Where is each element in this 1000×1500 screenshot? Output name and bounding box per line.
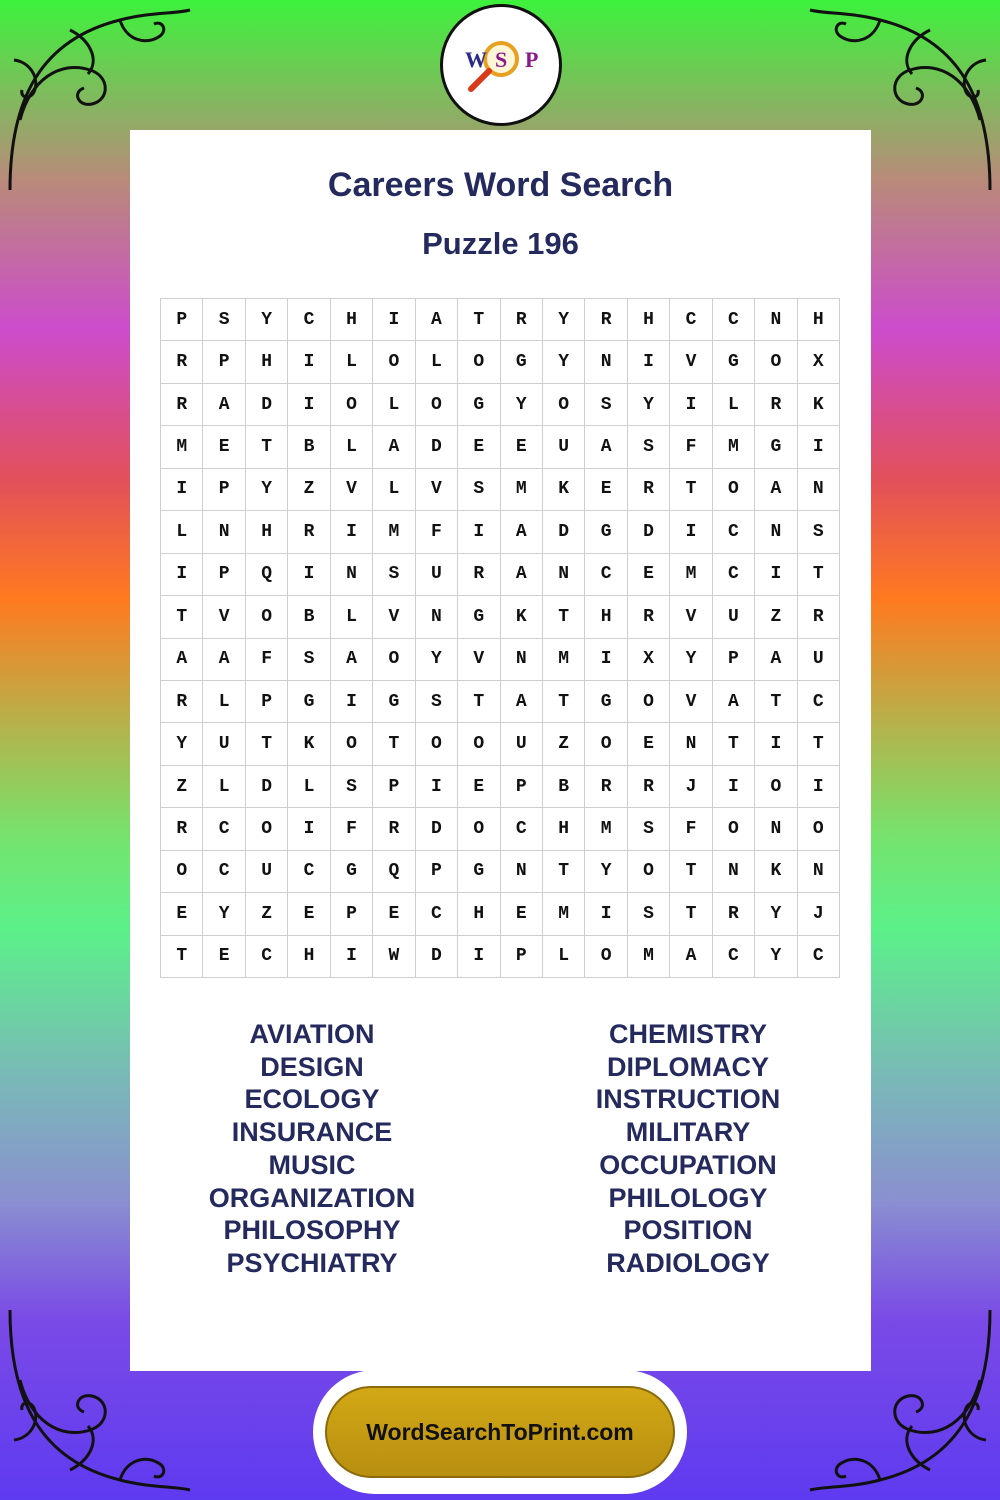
grid-cell[interactable]: T [458, 681, 500, 723]
grid-cell[interactable]: R [628, 469, 670, 511]
grid-cell[interactable]: V [331, 469, 373, 511]
grid-cell[interactable]: I [670, 384, 712, 426]
grid-cell[interactable]: M [543, 639, 585, 681]
grid-cell[interactable]: F [331, 808, 373, 850]
grid-cell[interactable]: Y [585, 851, 627, 893]
grid-cell[interactable]: I [288, 554, 330, 596]
grid-cell[interactable]: O [628, 851, 670, 893]
word-list-item: ECOLOGY [244, 1084, 380, 1115]
grid-cell[interactable]: U [798, 639, 840, 681]
grid-cell[interactable]: O [331, 384, 373, 426]
grid-cell[interactable]: C [288, 299, 330, 341]
grid-cell[interactable]: J [670, 766, 712, 808]
grid-cell[interactable]: O [416, 384, 458, 426]
grid-cell[interactable]: D [628, 511, 670, 553]
word-list-item: MILITARY [625, 1117, 751, 1148]
grid-cell[interactable]: U [203, 723, 245, 765]
grid-cell[interactable]: U [246, 851, 288, 893]
grid-cell[interactable]: C [416, 893, 458, 935]
grid-cell[interactable]: L [373, 384, 415, 426]
grid-cell[interactable]: C [246, 936, 288, 978]
grid-cell[interactable]: M [713, 426, 755, 468]
grid-cell[interactable]: T [755, 681, 797, 723]
grid-cell[interactable]: A [373, 426, 415, 468]
grid-cell[interactable]: O [246, 596, 288, 638]
grid-cell[interactable]: N [798, 469, 840, 511]
grid-cell[interactable]: F [670, 808, 712, 850]
grid-cell[interactable]: I [288, 384, 330, 426]
grid-cell[interactable]: U [543, 426, 585, 468]
grid-cell[interactable]: K [543, 469, 585, 511]
grid-cell[interactable]: V [203, 596, 245, 638]
grid-cell[interactable]: I [288, 808, 330, 850]
grid-cell[interactable]: O [755, 341, 797, 383]
grid-cell[interactable]: R [585, 299, 627, 341]
grid-cell[interactable]: K [501, 596, 543, 638]
grid-cell[interactable]: O [798, 808, 840, 850]
grid-cell[interactable]: T [798, 554, 840, 596]
grid-cell[interactable]: S [628, 808, 670, 850]
grid-cell[interactable]: M [670, 554, 712, 596]
grid-cell[interactable]: Z [246, 893, 288, 935]
grid-cell[interactable]: P [331, 893, 373, 935]
grid-cell[interactable]: F [416, 511, 458, 553]
grid-cell[interactable]: V [670, 681, 712, 723]
site-logo[interactable] [440, 4, 562, 126]
grid-cell[interactable]: G [458, 851, 500, 893]
grid-cell[interactable]: G [501, 341, 543, 383]
word-list-item: ORGANIZATION [208, 1182, 416, 1213]
grid-cell[interactable]: C [713, 936, 755, 978]
grid-cell[interactable]: E [203, 426, 245, 468]
grid-cell[interactable]: A [501, 554, 543, 596]
grid-cell[interactable]: I [585, 639, 627, 681]
grid-cell[interactable]: D [416, 426, 458, 468]
grid-cell[interactable]: P [203, 469, 245, 511]
grid-cell[interactable]: H [331, 299, 373, 341]
grid-cell[interactable]: Q [246, 554, 288, 596]
grid-cell[interactable]: C [288, 851, 330, 893]
grid-cell[interactable]: A [501, 681, 543, 723]
grid-cell[interactable]: T [713, 723, 755, 765]
grid-cell[interactable]: C [713, 511, 755, 553]
word-list-item: DESIGN [260, 1051, 364, 1082]
grid-cell[interactable]: D [246, 384, 288, 426]
grid-cell[interactable]: N [755, 299, 797, 341]
grid-cell[interactable]: A [501, 511, 543, 553]
letter-grid [160, 298, 840, 978]
grid-cell[interactable]: M [373, 511, 415, 553]
grid-cell[interactable]: H [628, 299, 670, 341]
grid-cell[interactable]: E [161, 893, 203, 935]
grid-cell[interactable]: Y [203, 893, 245, 935]
grid-cell[interactable]: A [713, 681, 755, 723]
grid-cell[interactable]: M [501, 469, 543, 511]
grid-cell[interactable]: Z [543, 723, 585, 765]
grid-cell[interactable]: O [246, 808, 288, 850]
grid-cell[interactable]: N [585, 341, 627, 383]
grid-cell[interactable]: S [628, 893, 670, 935]
grid-cell[interactable]: H [543, 808, 585, 850]
grid-cell[interactable]: T [458, 299, 500, 341]
grid-cell[interactable]: N [331, 554, 373, 596]
word-list-item: PSYCHIATRY [226, 1247, 398, 1278]
grid-cell[interactable]: H [246, 511, 288, 553]
grid-cell[interactable]: P [501, 766, 543, 808]
grid-cell[interactable]: R [628, 596, 670, 638]
grid-cell[interactable]: S [288, 639, 330, 681]
grid-cell[interactable]: S [373, 554, 415, 596]
word-list-item: PHILOLOGY [608, 1182, 768, 1213]
grid-cell[interactable]: N [755, 808, 797, 850]
grid-cell[interactable]: G [713, 341, 755, 383]
grid-cell[interactable]: B [288, 596, 330, 638]
grid-cell[interactable]: S [628, 426, 670, 468]
grid-cell[interactable]: I [288, 341, 330, 383]
grid-cell[interactable]: R [161, 681, 203, 723]
grid-cell[interactable]: Y [543, 341, 585, 383]
grid-cell[interactable]: Z [755, 596, 797, 638]
grid-cell[interactable]: Y [246, 469, 288, 511]
grid-cell[interactable]: D [246, 766, 288, 808]
grid-cell[interactable]: I [755, 723, 797, 765]
grid-cell[interactable]: W [373, 936, 415, 978]
grid-cell[interactable]: G [458, 596, 500, 638]
grid-cell[interactable]: O [331, 723, 373, 765]
grid-cell[interactable]: R [628, 766, 670, 808]
grid-cell[interactable]: V [416, 469, 458, 511]
grid-cell[interactable]: C [203, 851, 245, 893]
grid-cell[interactable]: S [458, 469, 500, 511]
grid-cell[interactable]: L [288, 766, 330, 808]
grid-cell[interactable]: I [585, 893, 627, 935]
grid-cell[interactable]: T [670, 469, 712, 511]
grid-cell[interactable]: Q [373, 851, 415, 893]
grid-cell[interactable]: M [585, 808, 627, 850]
grid-cell[interactable]: V [670, 341, 712, 383]
grid-cell[interactable]: N [501, 639, 543, 681]
grid-cell[interactable]: C [713, 299, 755, 341]
grid-cell[interactable]: T [543, 596, 585, 638]
grid-cell[interactable]: E [288, 893, 330, 935]
grid-cell[interactable]: R [458, 554, 500, 596]
grid-cell[interactable]: O [713, 808, 755, 850]
grid-cell[interactable]: G [288, 681, 330, 723]
grid-cell[interactable]: T [798, 723, 840, 765]
grid-cell[interactable]: D [416, 936, 458, 978]
grid-cell[interactable]: N [798, 851, 840, 893]
grid-cell[interactable]: N [755, 511, 797, 553]
grid-cell[interactable]: R [373, 808, 415, 850]
grid-cell[interactable]: X [628, 639, 670, 681]
grid-cell[interactable]: G [458, 384, 500, 426]
grid-cell[interactable]: R [713, 893, 755, 935]
grid-cell[interactable]: X [798, 341, 840, 383]
grid-cell[interactable]: A [161, 639, 203, 681]
grid-cell[interactable]: V [670, 596, 712, 638]
grid-cell[interactable]: R [161, 808, 203, 850]
grid-cell[interactable]: I [798, 426, 840, 468]
puzzle-card [130, 130, 871, 1371]
grid-cell[interactable]: L [331, 596, 373, 638]
grid-cell[interactable]: O [458, 341, 500, 383]
grid-cell[interactable]: L [331, 426, 373, 468]
grid-cell[interactable]: T [246, 723, 288, 765]
grid-cell[interactable]: L [713, 384, 755, 426]
grid-cell[interactable]: O [585, 936, 627, 978]
grid-cell[interactable]: E [501, 426, 543, 468]
grid-cell[interactable]: K [755, 851, 797, 893]
grid-cell[interactable]: C [585, 554, 627, 596]
puzzle-number: Puzzle 196 [422, 226, 579, 261]
grid-cell[interactable]: I [416, 766, 458, 808]
grid-cell[interactable]: G [585, 511, 627, 553]
word-list-item: MUSIC [268, 1149, 356, 1180]
grid-cell[interactable]: A [670, 936, 712, 978]
grid-cell[interactable]: O [373, 341, 415, 383]
grid-cell[interactable]: C [798, 936, 840, 978]
grid-cell[interactable]: T [543, 851, 585, 893]
grid-cell[interactable]: T [246, 426, 288, 468]
grid-cell[interactable]: N [501, 851, 543, 893]
grid-cell[interactable]: C [798, 681, 840, 723]
grid-cell[interactable]: S [585, 384, 627, 426]
grid-cell[interactable]: L [416, 341, 458, 383]
grid-cell[interactable]: H [288, 936, 330, 978]
grid-cell[interactable]: E [458, 426, 500, 468]
grid-cell[interactable]: E [628, 554, 670, 596]
grid-cell[interactable]: Y [670, 639, 712, 681]
word-list-left [152, 1018, 472, 1280]
grid-cell[interactable]: P [246, 681, 288, 723]
grid-cell[interactable]: N [543, 554, 585, 596]
word-list-item: PHILOSOPHY [223, 1215, 401, 1246]
word-list-item: INSURANCE [231, 1117, 393, 1148]
grid-cell[interactable]: H [246, 341, 288, 383]
grid-cell[interactable]: Z [288, 469, 330, 511]
grid-cell[interactable]: P [161, 299, 203, 341]
grid-cell[interactable]: O [755, 766, 797, 808]
word-list-item: AVIATION [249, 1019, 375, 1049]
grid-cell[interactable]: K [288, 723, 330, 765]
grid-cell[interactable]: E [203, 936, 245, 978]
grid-cell[interactable]: L [203, 681, 245, 723]
grid-cell[interactable]: O [585, 723, 627, 765]
grid-cell[interactable]: P [203, 554, 245, 596]
grid-cell[interactable]: A [331, 639, 373, 681]
grid-cell[interactable]: I [628, 341, 670, 383]
grid-cell[interactable]: E [373, 893, 415, 935]
grid-cell[interactable]: T [161, 936, 203, 978]
word-list-right [528, 1018, 848, 1280]
grid-cell[interactable]: A [585, 426, 627, 468]
grid-cell[interactable]: M [161, 426, 203, 468]
grid-cell[interactable]: O [458, 723, 500, 765]
grid-cell[interactable]: O [416, 723, 458, 765]
logo-letter-s: S [495, 47, 508, 72]
grid-cell[interactable]: O [373, 639, 415, 681]
grid-cell[interactable]: I [331, 936, 373, 978]
grid-cell[interactable]: A [416, 299, 458, 341]
grid-cell[interactable]: L [331, 341, 373, 383]
grid-cell[interactable]: S [331, 766, 373, 808]
grid-cell[interactable]: R [585, 766, 627, 808]
grid-cell[interactable]: T [543, 681, 585, 723]
grid-cell[interactable]: P [416, 851, 458, 893]
word-list-item: RADIOLOGY [606, 1247, 770, 1278]
grid-cell[interactable]: P [203, 341, 245, 383]
grid-cell[interactable]: S [798, 511, 840, 553]
grid-cell[interactable]: Y [755, 893, 797, 935]
grid-cell[interactable]: O [628, 681, 670, 723]
grid-cell[interactable]: I [458, 936, 500, 978]
grid-cell[interactable]: C [501, 808, 543, 850]
grid-cell[interactable]: M [543, 893, 585, 935]
grid-cell[interactable]: P [713, 639, 755, 681]
grid-cell[interactable]: H [798, 299, 840, 341]
grid-cell[interactable]: G [585, 681, 627, 723]
grid-cell[interactable]: C [713, 554, 755, 596]
grid-cell[interactable]: D [543, 511, 585, 553]
grid-cell[interactable]: Y [628, 384, 670, 426]
grid-cell[interactable]: R [161, 384, 203, 426]
grid-cell[interactable]: I [373, 299, 415, 341]
grid-cell[interactable]: R [501, 299, 543, 341]
grid-cell[interactable]: A [755, 639, 797, 681]
grid-cell[interactable]: E [458, 766, 500, 808]
grid-cell[interactable]: E [585, 469, 627, 511]
grid-cell[interactable]: Y [161, 723, 203, 765]
grid-cell[interactable]: T [670, 851, 712, 893]
grid-cell[interactable]: F [670, 426, 712, 468]
grid-cell[interactable]: A [755, 469, 797, 511]
word-list-item: INSTRUCTION [595, 1084, 781, 1115]
grid-cell[interactable]: I [161, 554, 203, 596]
grid-cell[interactable]: T [161, 596, 203, 638]
grid-cell[interactable]: L [543, 936, 585, 978]
grid-cell[interactable]: P [373, 766, 415, 808]
grid-cell[interactable]: N [416, 596, 458, 638]
grid-cell[interactable]: R [161, 341, 203, 383]
word-list-item: DIPLOMACY [607, 1051, 769, 1082]
grid-cell[interactable]: K [798, 384, 840, 426]
word-list-item: POSITION [623, 1215, 753, 1246]
grid-cell[interactable]: C [670, 299, 712, 341]
grid-cell[interactable]: N [670, 723, 712, 765]
grid-cell[interactable]: L [161, 511, 203, 553]
grid-cell[interactable]: P [501, 936, 543, 978]
grid-cell[interactable]: H [458, 893, 500, 935]
grid-cell[interactable]: J [798, 893, 840, 935]
grid-cell[interactable]: I [331, 511, 373, 553]
grid-cell[interactable]: V [458, 639, 500, 681]
grid-cell[interactable]: I [458, 511, 500, 553]
grid-cell[interactable]: L [373, 469, 415, 511]
grid-cell[interactable]: Y [501, 384, 543, 426]
logo-letter-w: W [465, 47, 487, 72]
grid-cell[interactable]: E [628, 723, 670, 765]
grid-cell[interactable]: R [755, 384, 797, 426]
grid-cell[interactable]: D [416, 808, 458, 850]
page-title: Careers Word Search [327, 166, 674, 204]
grid-cell[interactable]: I [798, 766, 840, 808]
grid-cell[interactable]: S [416, 681, 458, 723]
grid-cell[interactable]: N [713, 851, 755, 893]
word-list-item: OCCUPATION [599, 1149, 777, 1180]
grid-cell[interactable]: U [416, 554, 458, 596]
grid-cell[interactable]: R [798, 596, 840, 638]
grid-cell[interactable]: O [161, 851, 203, 893]
grid-cell[interactable]: Z [161, 766, 203, 808]
grid-cell[interactable]: H [585, 596, 627, 638]
grid-cell[interactable]: B [543, 766, 585, 808]
grid-cell[interactable]: O [458, 808, 500, 850]
grid-cell[interactable]: I [670, 511, 712, 553]
grid-cell[interactable]: A [203, 639, 245, 681]
grid-cell[interactable]: T [373, 723, 415, 765]
grid-cell[interactable]: Y [416, 639, 458, 681]
logo-letter-p: P [525, 47, 539, 72]
footer-badge [313, 1370, 687, 1494]
grid-cell[interactable]: G [373, 681, 415, 723]
grid-cell[interactable]: I [755, 554, 797, 596]
grid-cell[interactable]: I [161, 469, 203, 511]
grid-cell[interactable]: F [246, 639, 288, 681]
site-link-button[interactable] [325, 1386, 675, 1478]
grid-cell[interactable]: O [543, 384, 585, 426]
grid-cell[interactable]: A [203, 384, 245, 426]
grid-cell[interactable]: T [670, 893, 712, 935]
word-list-item: CHEMISTRY [608, 1019, 767, 1049]
grid-cell[interactable]: M [628, 936, 670, 978]
grid-cell[interactable]: U [713, 596, 755, 638]
magnifier-logo-icon [451, 25, 551, 105]
grid-cell[interactable]: S [203, 299, 245, 341]
grid-cell[interactable]: L [203, 766, 245, 808]
grid-cell[interactable]: O [713, 469, 755, 511]
grid-cell[interactable]: Y [246, 299, 288, 341]
grid-cell[interactable]: U [501, 723, 543, 765]
grid-cell[interactable]: R [288, 511, 330, 553]
grid-cell[interactable]: I [713, 766, 755, 808]
grid-cell[interactable]: N [203, 511, 245, 553]
grid-cell[interactable]: G [755, 426, 797, 468]
grid-cell[interactable]: I [331, 681, 373, 723]
site-link-label: WordSearchToPrint.com [366, 1418, 634, 1445]
grid-cell[interactable]: B [288, 426, 330, 468]
grid-cell[interactable]: V [373, 596, 415, 638]
grid-cell[interactable]: G [331, 851, 373, 893]
grid-cell[interactable]: Y [755, 936, 797, 978]
grid-cell[interactable]: C [203, 808, 245, 850]
grid-cell[interactable]: Y [543, 299, 585, 341]
grid-cell[interactable]: E [501, 893, 543, 935]
